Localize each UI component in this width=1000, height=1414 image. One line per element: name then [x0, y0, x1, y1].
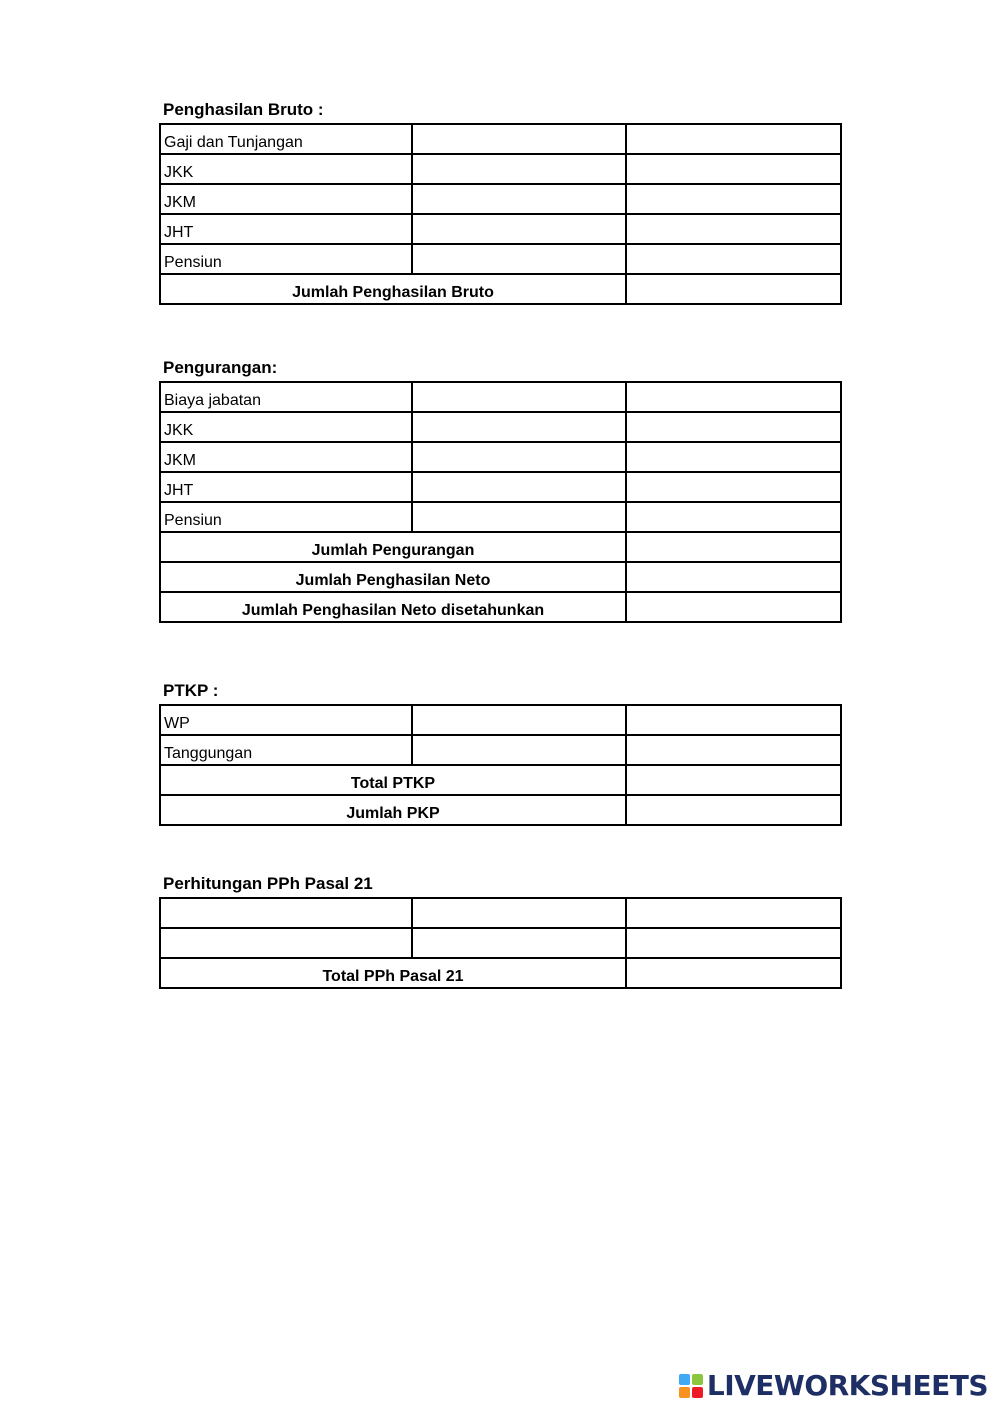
answer-cell[interactable] [412, 214, 626, 244]
row-label: Tanggungan [160, 735, 412, 765]
table-row [160, 442, 841, 472]
answer-cell[interactable] [412, 705, 626, 735]
answer-cell[interactable] [626, 442, 841, 472]
answer-cell[interactable] [412, 184, 626, 214]
ptkp-table [159, 704, 842, 826]
section-title: Perhitungan PPh Pasal 21 [163, 874, 373, 893]
row-label: Gaji dan Tunjangan [160, 124, 412, 154]
total-label: Jumlah Penghasilan Neto [160, 562, 626, 592]
table-row [160, 214, 841, 244]
table-row [160, 412, 841, 442]
table-row [160, 735, 841, 765]
total-answer-cell[interactable] [626, 562, 841, 592]
total-label: Jumlah Penghasilan Bruto [160, 274, 626, 304]
answer-cell[interactable] [626, 214, 841, 244]
total-answer-cell[interactable] [626, 592, 841, 622]
row-label: Pensiun [160, 502, 412, 532]
section-title: PTKP : [163, 681, 219, 700]
total-label: Total PTKP [160, 765, 626, 795]
table-row [160, 124, 841, 154]
answer-cell[interactable] [626, 382, 841, 412]
table-row [160, 705, 841, 735]
row-label: JKM [160, 442, 412, 472]
answer-cell[interactable] [412, 735, 626, 765]
total-row [160, 795, 841, 825]
row-label: JHT [160, 214, 412, 244]
answer-cell[interactable] [626, 502, 841, 532]
row-label: Pensiun [160, 244, 412, 274]
answer-cell[interactable] [626, 928, 841, 958]
answer-cell[interactable] [626, 154, 841, 184]
answer-cell[interactable] [412, 412, 626, 442]
answer-cell[interactable] [412, 442, 626, 472]
answer-cell[interactable] [412, 928, 626, 958]
answer-cell[interactable] [160, 928, 412, 958]
logo-square-v [679, 1387, 690, 1398]
table-row [160, 244, 841, 274]
row-label: JKM [160, 184, 412, 214]
table-row [160, 928, 841, 958]
answer-cell[interactable] [626, 244, 841, 274]
row-label: Biaya jabatan [160, 382, 412, 412]
row-label: JHT [160, 472, 412, 502]
answer-cell[interactable] [160, 898, 412, 928]
total-row [160, 958, 841, 988]
total-row [160, 274, 841, 304]
total-answer-cell[interactable] [626, 795, 841, 825]
table-row [160, 472, 841, 502]
pph-pasal-21-table [159, 897, 842, 989]
answer-cell[interactable] [626, 124, 841, 154]
row-label: JKK [160, 412, 412, 442]
table-row [160, 382, 841, 412]
pengurangan-table [159, 381, 842, 623]
total-label: Jumlah PKP [160, 795, 626, 825]
section-title: Pengurangan: [163, 358, 278, 377]
table-row [160, 502, 841, 532]
total-row [160, 532, 841, 562]
table-row [160, 898, 841, 928]
answer-cell[interactable] [626, 184, 841, 214]
row-label: JKK [160, 154, 412, 184]
logo-square-l [679, 1374, 690, 1385]
answer-cell[interactable] [626, 705, 841, 735]
logo-square-i [692, 1374, 703, 1385]
answer-cell[interactable] [412, 244, 626, 274]
answer-cell[interactable] [412, 124, 626, 154]
liveworksheets-logo [679, 1369, 988, 1402]
table-row [160, 154, 841, 184]
total-answer-cell[interactable] [626, 274, 841, 304]
total-row [160, 562, 841, 592]
logo-text: LIVEWORKSHEETS [706, 1369, 988, 1402]
row-label: WP [160, 705, 412, 735]
answer-cell[interactable] [626, 735, 841, 765]
total-label: Jumlah Penghasilan Neto disetahunkan [160, 592, 626, 622]
answer-cell[interactable] [412, 502, 626, 532]
total-label: Jumlah Pengurangan [160, 532, 626, 562]
total-label: Total PPh Pasal 21 [160, 958, 626, 988]
total-answer-cell[interactable] [626, 958, 841, 988]
total-row [160, 592, 841, 622]
total-answer-cell[interactable] [626, 765, 841, 795]
answer-cell[interactable] [626, 898, 841, 928]
logo-mark-icon [679, 1374, 703, 1398]
answer-cell[interactable] [626, 472, 841, 502]
penghasilan-bruto-table [159, 123, 842, 305]
answer-cell[interactable] [412, 382, 626, 412]
answer-cell[interactable] [412, 154, 626, 184]
section-title: Penghasilan Bruto : [163, 100, 324, 119]
total-row [160, 765, 841, 795]
table-row [160, 184, 841, 214]
answer-cell[interactable] [626, 412, 841, 442]
logo-square-e [692, 1387, 703, 1398]
answer-cell[interactable] [412, 472, 626, 502]
total-answer-cell[interactable] [626, 532, 841, 562]
answer-cell[interactable] [412, 898, 626, 928]
